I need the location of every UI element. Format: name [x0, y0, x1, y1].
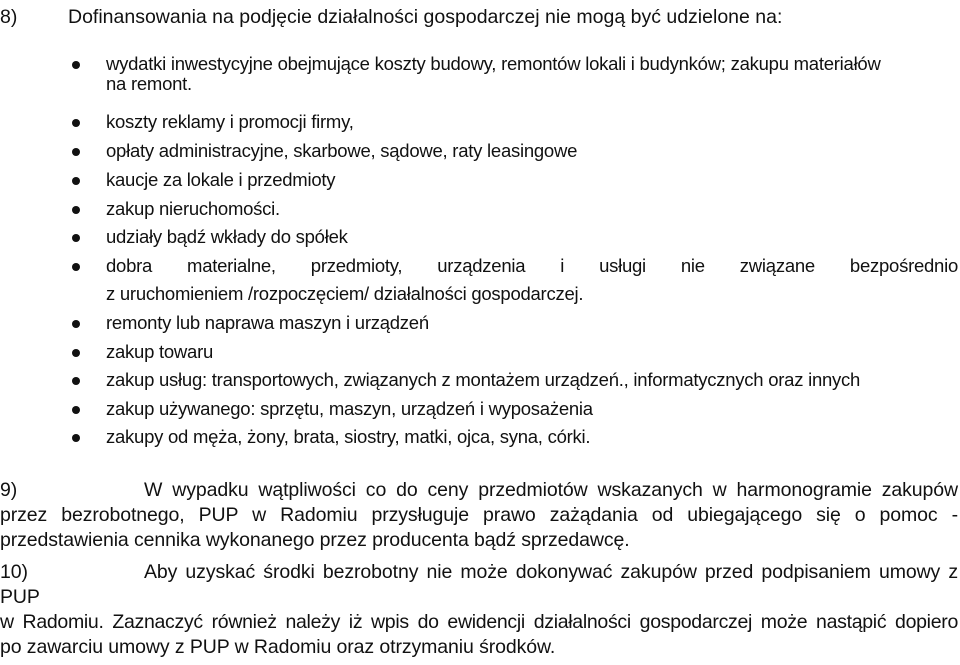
bullet-icon	[72, 177, 80, 185]
paragraph-text: PUP	[0, 586, 40, 608]
list-item-text: opłaty administracyjne, skarbowe, sądowe, raty leasingowe	[106, 140, 578, 161]
bullet-icon	[72, 349, 80, 357]
list-item-text: udziały bądź wkłady do spółek	[106, 226, 348, 247]
paragraph-text: przez bezrobotnego, PUP w Radomiu przysługuje prawo zażądania od ubiegającego się o pomoc -	[0, 504, 958, 526]
paragraph-text: przedstawienia cennika wykonanego przez producenta bądź sprzedawcę.	[0, 529, 630, 551]
bullet-icon	[72, 234, 80, 242]
bullet-icon	[72, 434, 80, 442]
section-number: 8)	[0, 6, 18, 28]
list-item-text: zakup nieruchomości.	[106, 198, 280, 219]
section-number: 10)	[0, 561, 28, 583]
list-item-text: zakup używanego: sprzętu, maszyn, urządzeń i wyposażenia	[106, 398, 593, 419]
bullet-icon	[72, 377, 80, 385]
section-number: 9)	[0, 479, 18, 501]
bullet-icon	[72, 263, 80, 271]
paragraph-text: Aby uzyskać środki bezrobotny nie może dokonywać zakupów przed podpisaniem umowy z	[144, 561, 958, 583]
list-item-text: remonty lub naprawa maszyn i urządzeń	[106, 312, 429, 333]
section-heading-text: Dofinansowania na podjęcie działalności gospodarczej nie mogą być udzielone na:	[68, 6, 783, 28]
paragraph-text: po zawarciu umowy z PUP w Radomiu oraz otrzymaniu środków.	[0, 636, 556, 658]
bullet-icon	[72, 206, 80, 214]
list-item-text: zakup usług: transportowych, związanych z montażem urządzeń., informatycznych oraz innych	[106, 369, 861, 390]
list-item-text: dobra materialne, przedmioty, urządzenia i usługi nie związane bezpośrednio z uruchomieniem /rozpoczęciem/ działalności gospodarczej.	[106, 255, 958, 304]
list-item-text: kaucje za lokale i przedmioty	[106, 169, 336, 190]
paragraph-text: W wypadku wątpliwości co do ceny przedmiotów wskazanych w harmonogramie zakupów	[144, 479, 958, 501]
bullet-icon	[72, 119, 80, 127]
section-8-heading	[0, 4, 782, 30]
paragraph-text: w Radomiu. Zaznaczyć również należy iż wpis do ewidencji działalności gospodarczej może nastąpić dopiero	[0, 611, 958, 633]
bullet-icon	[72, 320, 80, 328]
bullet-icon	[72, 148, 80, 156]
bullet-icon	[72, 406, 80, 414]
section-10-paragraph	[0, 560, 958, 660]
list-item-text: zakupy od męża, żony, brata, siostry, matki, ojca, syna, córki.	[106, 426, 591, 447]
list-item-text: zakup towaru	[106, 341, 214, 362]
bullet-icon	[72, 61, 80, 69]
list-item-text: koszty reklamy i promocji firmy,	[106, 111, 354, 132]
list-item-text: wydatki inwestycyjne obejmujące koszty budowy, remontów lokali i budynków; zakupu materiałów na remont.	[106, 53, 881, 94]
section-9-paragraph	[0, 478, 958, 553]
